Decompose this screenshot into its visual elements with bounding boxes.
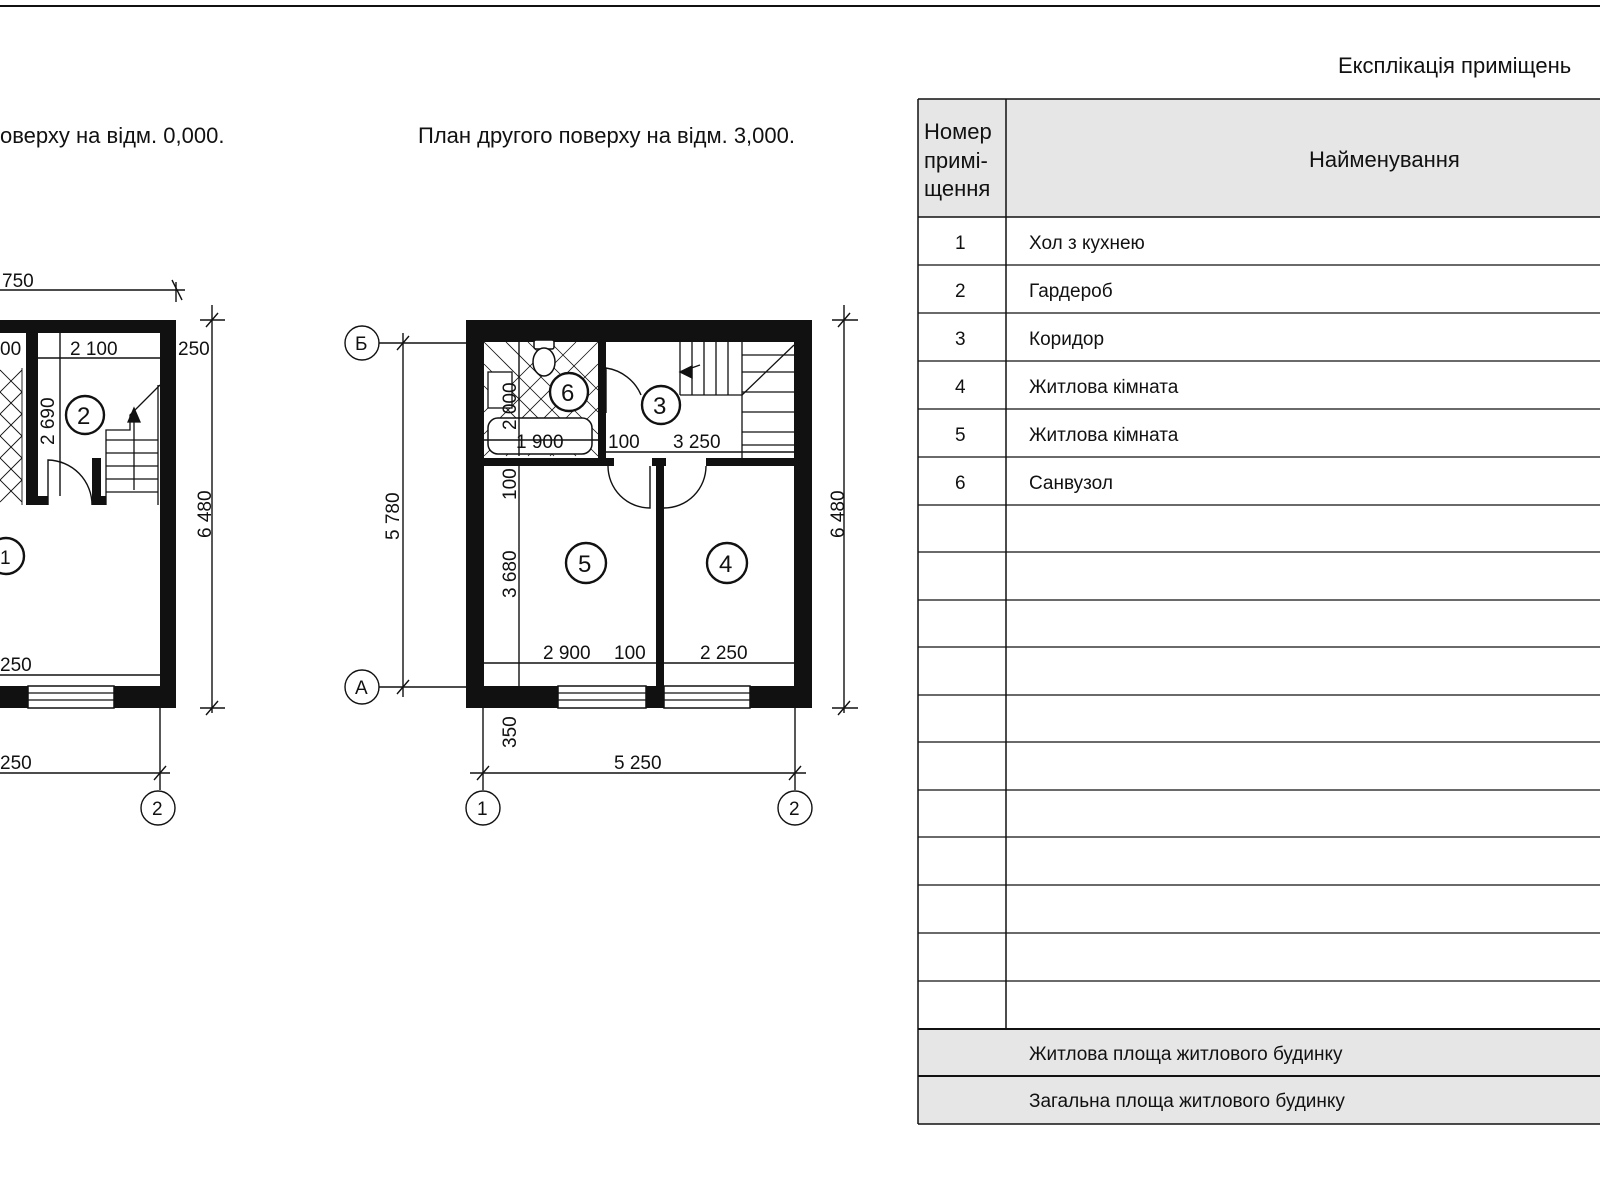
footer-total-area: Загальна площа житлового будинку [1029,1091,1345,1112]
header-number-line-3: щення [924,176,991,201]
second-window-left [558,686,646,708]
table-row-lines [918,265,1600,1076]
table-row [955,425,1179,446]
first-room2-bottom-wall-c [92,496,106,505]
second-dim-room5-h: 3 680 [500,550,521,598]
first-dim-height: 6 480 [195,490,216,538]
room-4-door [664,466,706,508]
row-2-number: 2 [955,281,966,302]
second-dim-bottom-total: 5 250 [614,753,662,774]
table-row [955,329,1104,350]
header-number-line-2: примі- [924,148,988,173]
first-axis-2-label: 2 [152,799,163,820]
table-row [955,281,1113,302]
first-room2-left-wall [26,333,38,505]
room-6-label: 6 [561,380,575,407]
second-dim-room4-w: 2 250 [700,643,748,664]
second-window-right [664,686,750,708]
row-3-number: 3 [955,329,966,350]
table-header-bg [918,99,1600,217]
first-tile-hatch [0,368,22,505]
first-dim-bottom-inner: 250 [0,655,32,676]
first-room-1-label: 1 [0,548,11,569]
second-floor-plan [345,123,858,825]
header-name: Найменування [1309,147,1460,172]
rooms-table [918,53,1600,1124]
second-floor-title: План другого поверху на відм. 3,000. [418,123,795,148]
first-window [28,686,114,708]
row-2-name: Гардероб [1029,281,1113,302]
first-right-wall [160,320,176,708]
axis-b-label: Б [355,334,368,355]
row-1-number: 1 [955,233,966,254]
second-dim-corridor-w: 3 250 [673,432,721,453]
first-room2-door [48,460,92,505]
row-5-number: 5 [955,425,966,446]
first-room2-bottom-wall-a [26,496,48,505]
room-5-label: 5 [578,551,592,578]
first-dim-room2-width: 2 100 [70,339,118,360]
first-floor-title: оверху на відм. 0,000. [0,123,225,148]
first-bottom-wall-right [114,686,176,708]
row-1-name: Хол з кухнею [1029,233,1145,254]
axis-a-label: А [355,678,368,699]
row-4-name: Житлова кімната [1029,377,1179,398]
second-dim-bath-h: 2 000 [500,382,521,430]
first-stairs [106,385,160,505]
first-top-wall [0,320,176,333]
second-dim-room5-w: 2 900 [543,643,591,664]
second-dim-wall-100a: 100 [608,432,640,453]
row-5-name: Житлова кімната [1029,425,1179,446]
first-room-2-label: 2 [77,403,91,430]
axis-2-label: 2 [789,799,800,820]
row-3-name: Коридор [1029,329,1105,350]
second-dim-left-total: 5 780 [383,492,404,540]
first-bottom-wall-left [0,686,28,708]
footer-living-area: Житлова площа житлового будинку [1029,1044,1343,1065]
table-caption: Експлікація приміщень [1338,53,1572,78]
table-row [955,377,1179,398]
second-dim-wall-100c: 100 [614,643,646,664]
row-6-name: Санвузол [1029,473,1113,494]
second-dim-wall-100b: 100 [500,468,521,500]
first-dim-wall-right: 250 [178,339,210,360]
first-dim-inner-left: 00 [0,339,22,360]
header-number-line-1: Номер [924,119,992,144]
row-4-number: 4 [955,377,966,398]
second-dim-bath-w: 1 900 [516,432,564,453]
table-row [955,473,1113,494]
row-6-number: 6 [955,473,966,494]
second-dim-offset: 350 [500,716,521,748]
room-5-door [608,466,650,508]
second-dim-right-total: 6 480 [828,490,849,538]
first-floor-plan [0,123,225,825]
room-3-label: 3 [653,393,667,420]
first-dim-room2-height: 2 690 [38,397,59,445]
toilet-icon [533,340,555,376]
axis-1-label: 1 [477,799,488,820]
table-row [955,233,1145,254]
room-4-label: 4 [719,551,733,578]
first-dim-top: 750 [2,271,34,292]
first-dim-bottom: 250 [0,753,32,774]
bathroom-door [606,368,641,413]
